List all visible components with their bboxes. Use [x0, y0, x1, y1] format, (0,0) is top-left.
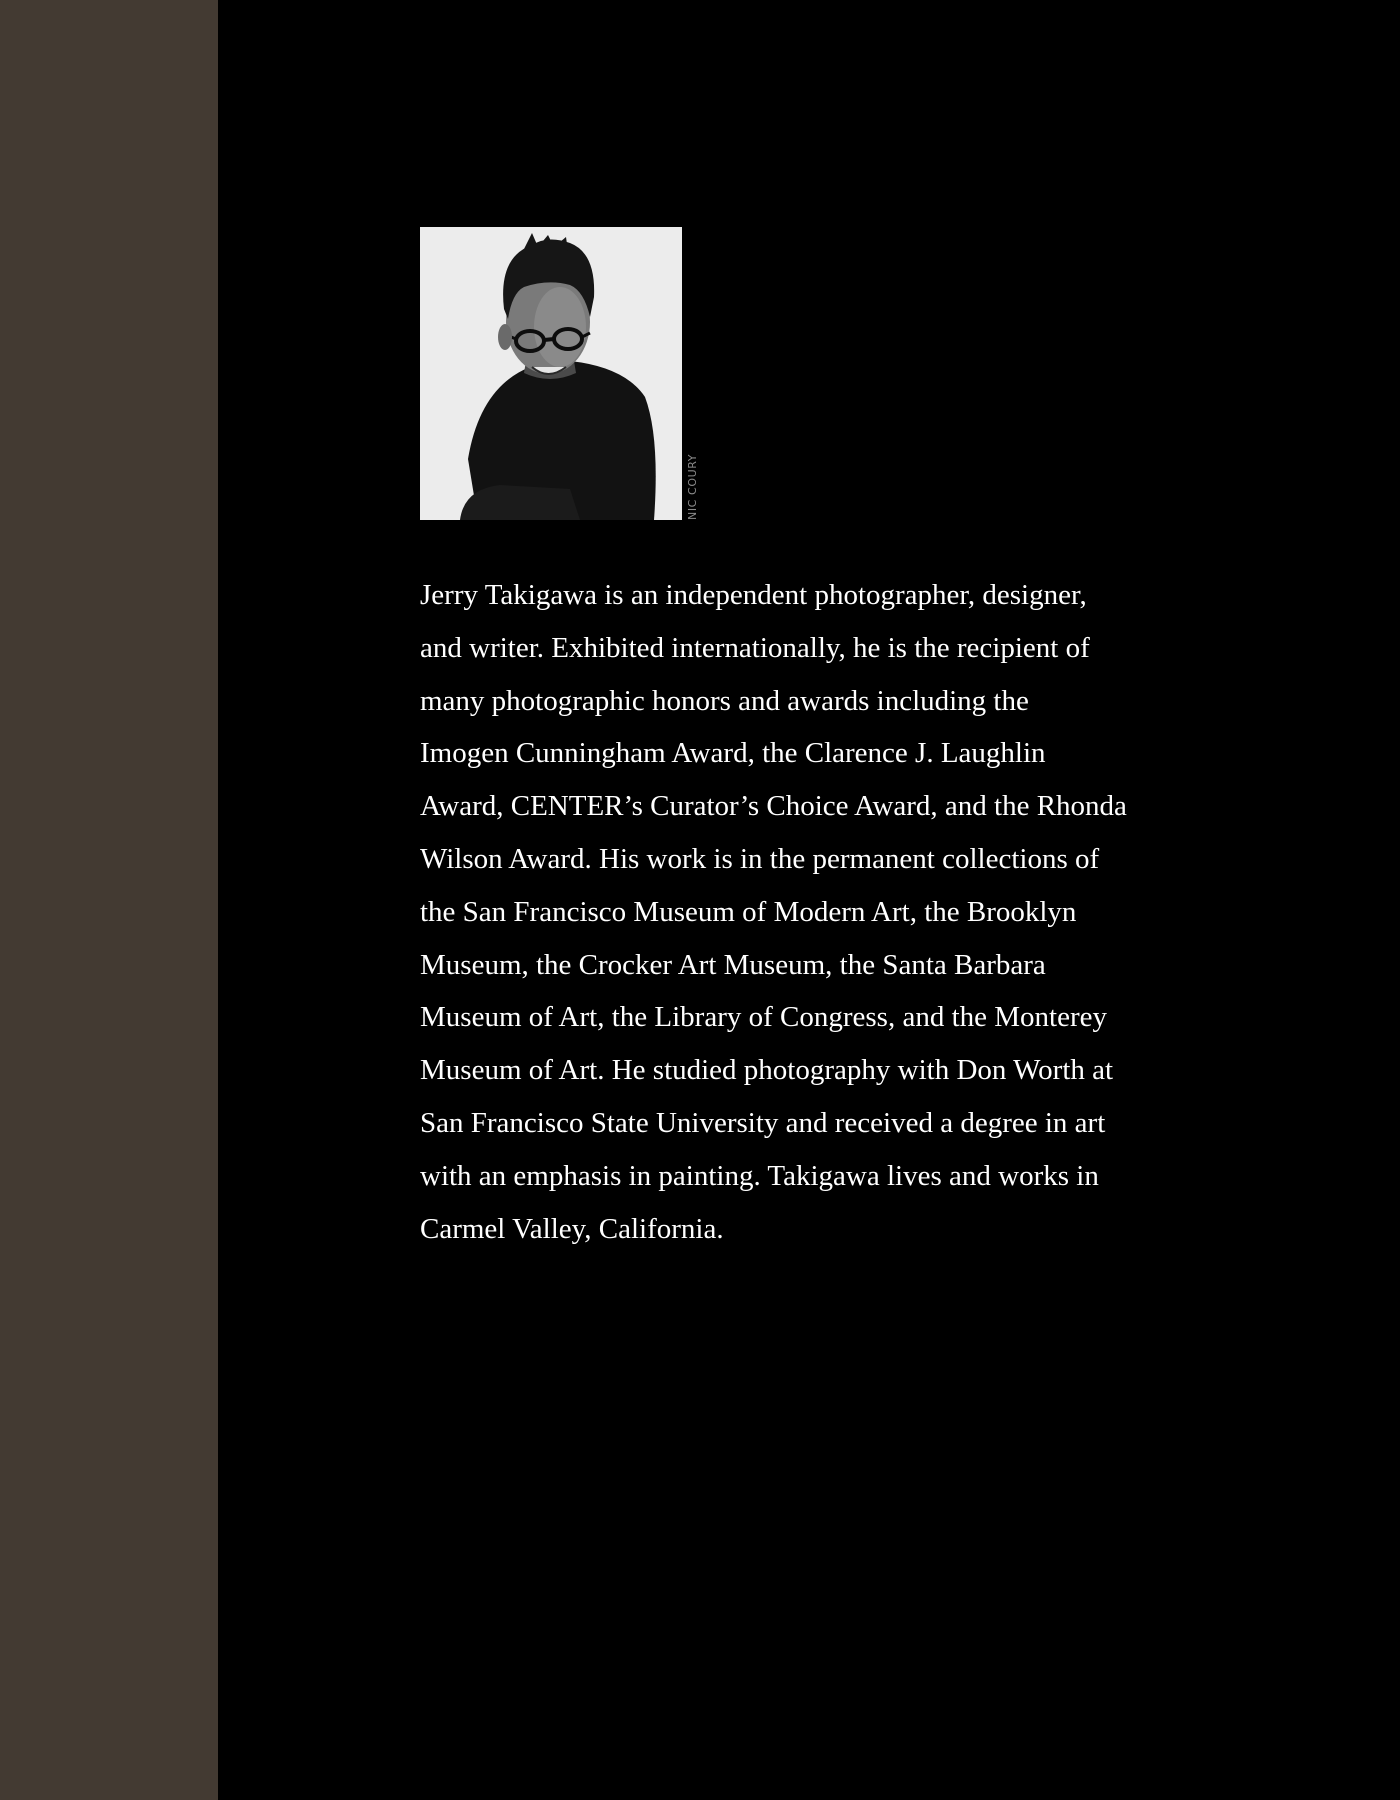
- bio-line: Jerry Takigawa is an independent photographer, designer,: [420, 579, 1087, 611]
- bio-line: many photographic honors and awards including the: [420, 684, 1029, 717]
- bio-line: Museum, the Crocker Art Museum, the Santa Barbara: [420, 948, 1046, 981]
- bio-line: with an emphasis in painting. Takigawa lives and works in: [420, 1159, 1099, 1192]
- bio-line: Museum of Art. He studied photography with Don Worth at: [420, 1054, 1114, 1087]
- author-bio: [420, 569, 1180, 1255]
- book-spine-edge: [0, 0, 218, 1800]
- bio-line: Museum of Art, the Library of Congress, and the Monterey: [420, 1001, 1107, 1034]
- bio-line: Carmel Valley, California.: [420, 1212, 724, 1245]
- bio-line: and writer. Exhibited internationally, he is the recipient of: [420, 631, 1090, 664]
- bio-line: Wilson Award. His work is in the permanent collections of: [420, 842, 1100, 875]
- bio-line: Award, CENTER’s Curator’s Choice Award, and the Rhonda: [420, 790, 1127, 823]
- photo-credit: NIC COURY: [686, 453, 699, 520]
- author-portrait-photo: [420, 227, 682, 520]
- bio-line: the San Francisco Museum of Modern Art, the Brooklyn: [420, 895, 1077, 928]
- bio-line: Imogen Cunningham Award, the Clarence J. Laughlin: [420, 737, 1046, 770]
- portrait-photo-icon: [420, 227, 682, 520]
- bio-line: San Francisco State University and received a degree in art: [420, 1106, 1106, 1139]
